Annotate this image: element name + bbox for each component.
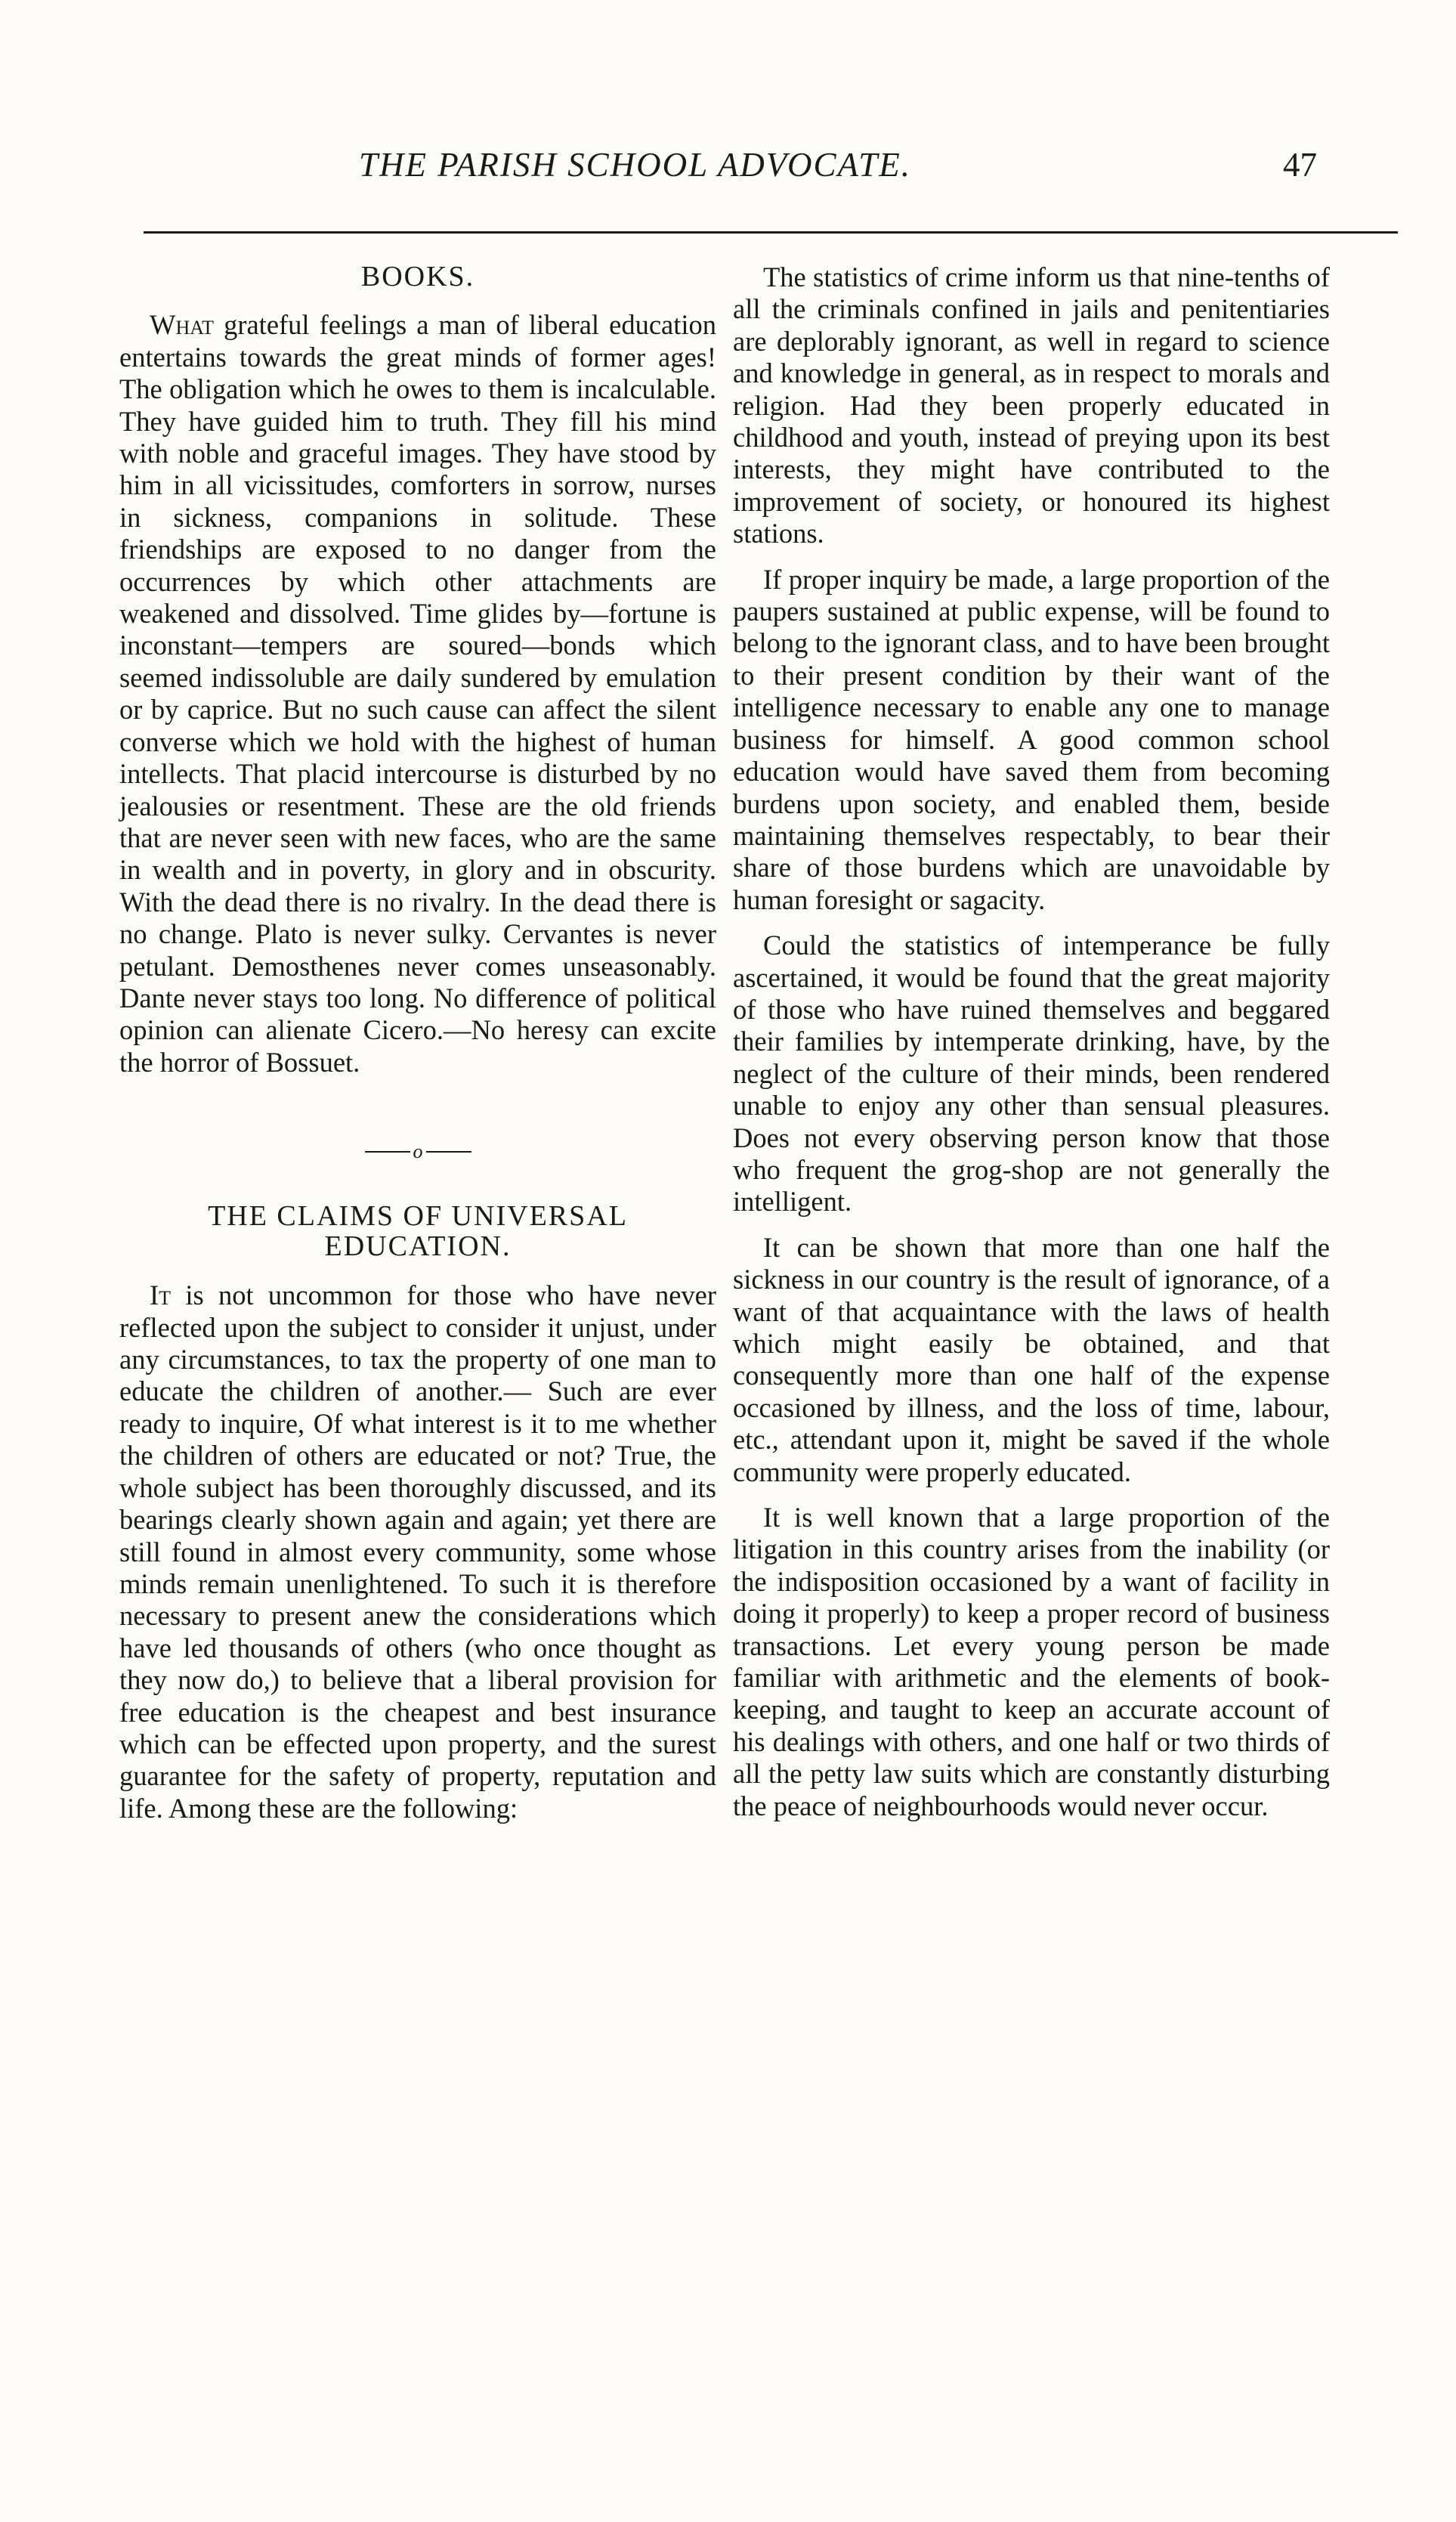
paupers-paragraph: If proper inquiry be made, a large proportion of the paupers sustained at public expense, will be found to belong to the ignorant class, and to have been brought to their present condition by their want of the intelligence necessary to enable any one to manage business for himself. A good common school education would have saved them from becoming burdens upon society, and enabled them, beside maintaining themselves respectably, to bear their share of those burdens which are unavoidable by human foresight or sagacity. xyxy=(733,563,1330,915)
claims-heading: THE CLAIMS OF UNIVERSAL EDUCATION. xyxy=(208,1200,628,1263)
intemperance-paragraph: Could the statistics of intemperance be fully ascertained, it would be found that the great majority of those who have ruined themselves and beggared their families by intemperate drinking, have, by the neglect of the culture of their minds, been rendered unable to enjoy any other than sensual pleasures. Does not every observing person know that those who frequent the grog-shop are not generally the intelligent. xyxy=(733,930,1330,1218)
claims-lead-word: It xyxy=(150,1280,172,1311)
page-header xyxy=(0,145,1456,198)
crime-paragraph: The statistics of crime inform us that nine-tenths of all the criminals confined in jails and penitentiaries are deplorably ignorant, as well in regard to science and knowledge in general, as in respect to morals and religion. Had they been properly educated in childhood and youth, instead of preying upon its best interests, they might have contributed to the improvement of society, or honoured its highest stations. xyxy=(733,261,1330,549)
left-column xyxy=(119,261,716,1824)
right-column xyxy=(733,261,1330,1836)
books-paragraph xyxy=(119,309,716,1078)
books-text: grateful feelings a man of liberal education entertains towards the great minds of former ages! The obligation which he owes to them is incalculable. They have guided him to truth. They fill his mind with noble and graceful images. They have stood by him in all vicissitudes, comforters in sorrow, nurses in sickness, companions in solitude. These friendships are exposed to no danger from the occurrences by which other attachments are weakened and dissolved. Time glides by—fortune is inconstant—tempers are soured—bonds which seemed indissoluble are daily sundered by emulation or by caprice. But no such cause can affect the silent converse which we hold with the highest of human intellects. That placid intercourse is disturbed by no jealousies or resentment. These are the old friends that are never seen with new faces, who are the same in wealth and in poverty, in glory and in obscurity. With the dead there is no rivalry. In the dead there is no change. Plato is never sulky. Cervantes is never petulant. Demosthenes never comes unseasonably. Dante never stays too long. No difference of political opinion can alienate Cicero.—No heresy can excite the horror of Bossuet. xyxy=(119,309,717,1078)
books-article xyxy=(119,261,716,1078)
claims-article xyxy=(119,1201,716,1824)
running-title: THE PARISH SCHOOL ADVOCATE. xyxy=(359,146,912,184)
claims-paragraph xyxy=(119,1280,716,1824)
sickness-paragraph: It can be shown that more than one half the sickness in our country is the result of ignorance, of a want of that acquaintance with the laws of health which might easily be obtained, and that consequently more than one half of the expense occasioned by illness, and the loss of time, labour, etc., attendant upon it, might be saved if the whole community were properly educated. xyxy=(733,1231,1330,1487)
claims-text: is not uncommon for those who have never reflected upon the subject to consider it unjust, under any circumstances, to tax the property of one man to educate the children of another.— Such are ever ready to inquire, Of what interest is it to me whether the children of others are educated or not? True, the whole subject has been thoroughly discussed, and its bearings clearly shown again and again; yet there are still found in almost every community, some whose minds remain unenlightened. To such it is therefore necessary to present anew the considerations which have led thousands of others (who once thought as they now do,) to believe that a liberal provision for free education is the cheapest and best insurance which can be effected upon property, and the surest guarantee for the safety of property, reputation and life. Among these are the following: xyxy=(119,1280,717,1824)
article-divider xyxy=(119,1139,716,1163)
page-number: 47 xyxy=(1283,146,1317,184)
litigation-paragraph: It is well known that a large proportion of the litigation in this country arises from the inability (or the indisposition occasioned by a want of facility in doing it properly) to keep a proper record of business transactions. Let every young person be made familiar with arithmetic and the elements of book-keeping, and taught to keep an accurate account of his dealings with others, and one half or two thirds of all the petty law suits which are constantly disturbing the peace of neighbourhoods would never occur. xyxy=(733,1502,1330,1821)
books-lead-word: What xyxy=(150,309,215,341)
divider-line-left xyxy=(365,1151,410,1153)
books-heading: BOOKS. xyxy=(360,261,475,292)
divider-mark: o xyxy=(413,1140,423,1163)
header-rule xyxy=(144,231,1398,234)
divider-line-right xyxy=(426,1151,471,1153)
